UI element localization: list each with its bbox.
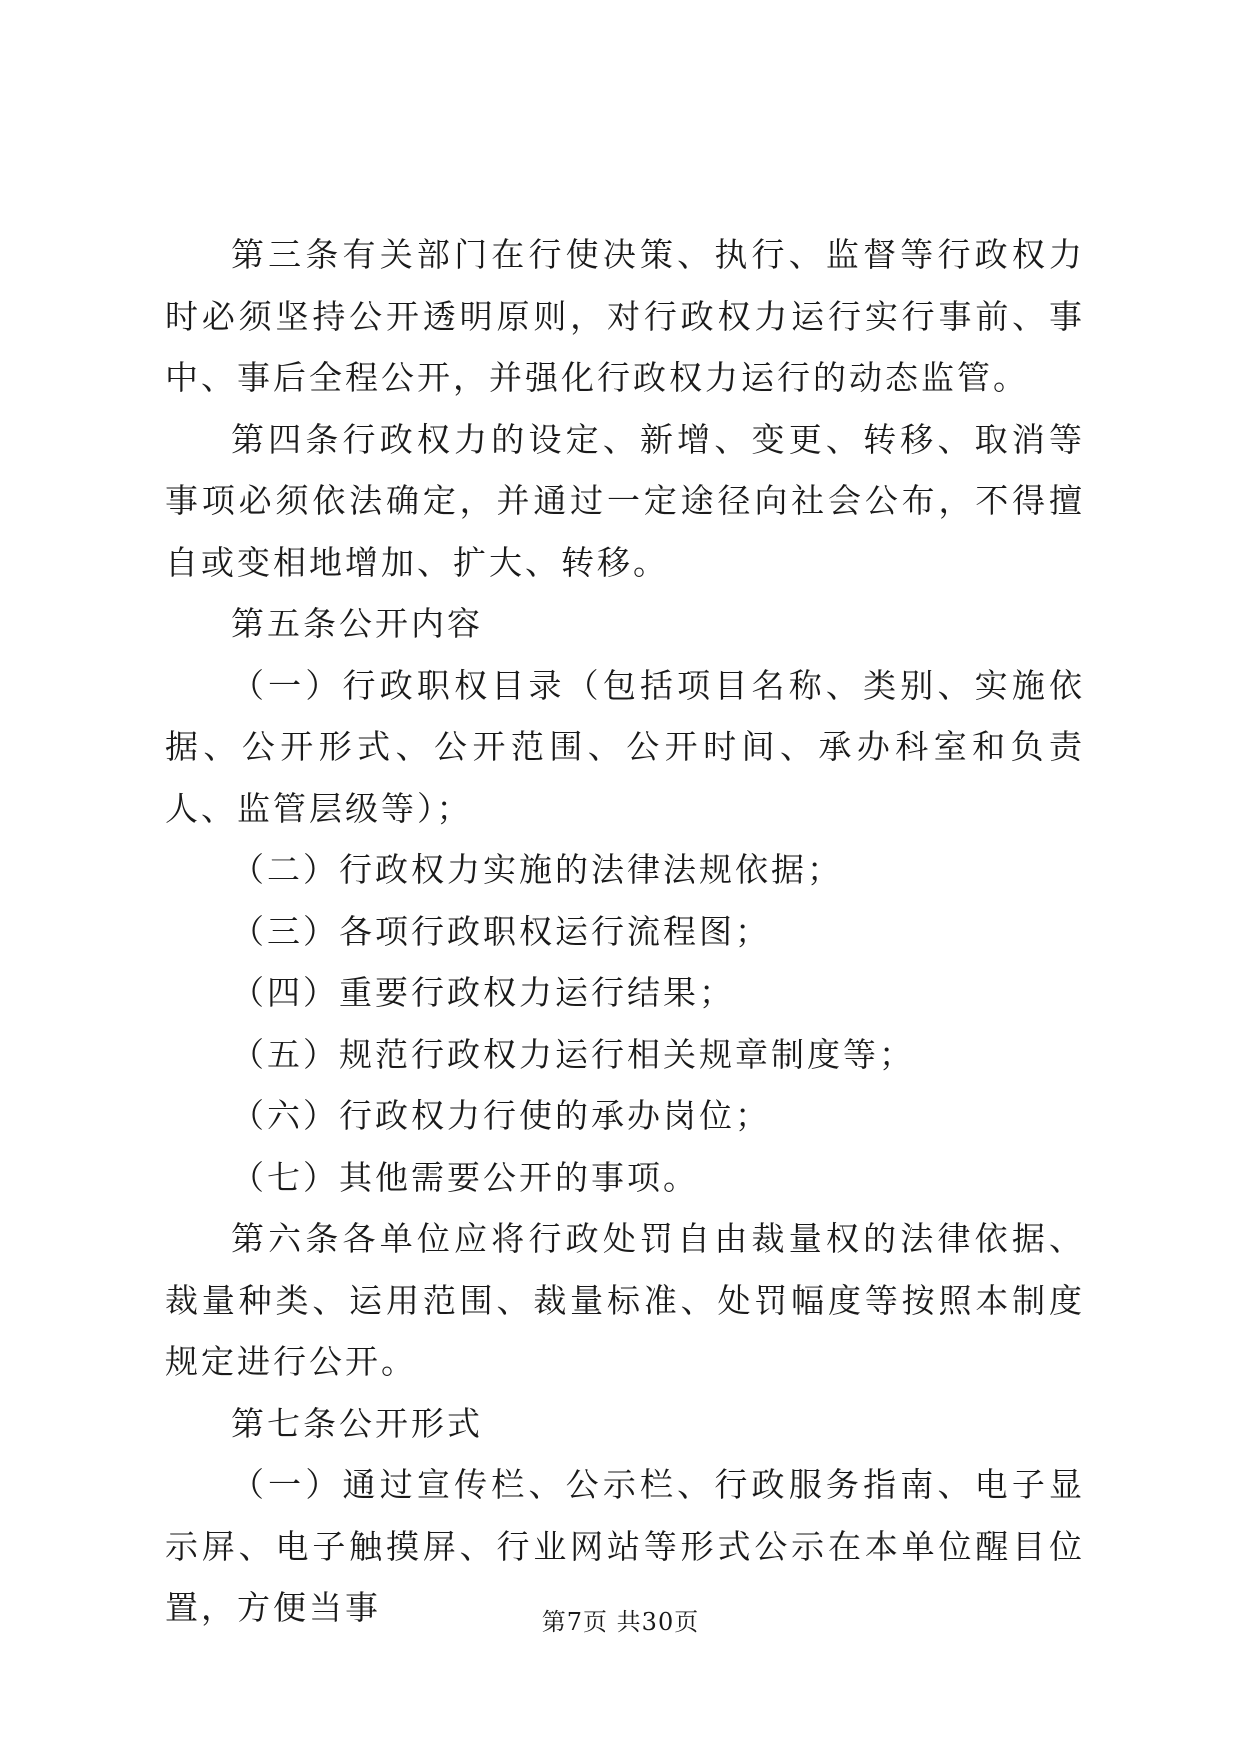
article-5-item-1: （一）行政职权目录（包括项目名称、类别、实施依据、公开形式、公开范围、公开时间、承办科室和负责人、监管层级等）； (165, 665, 1085, 828)
article-5-item-5: （五）规范行政权力运行相关规章制度等； (231, 1034, 915, 1074)
article-3: 第三条有关部门在行使决策、执行、监督等行政权力时必须坚持公开透明原则，对行政权力运行实行事前、事中、事后全程公开，并强化行政权力运行的动态监管。 (165, 235, 1085, 397)
article-5-item-4: （四）重要行政权力运行结果； (231, 973, 735, 1012)
article-7-item-1: （一）通过宣传栏、公示栏、行政服务指南、电子显示屏、电子触摸屏、行业网站等形式公示在本单位醒目位置，方便当事 (165, 1465, 1085, 1627)
page-footer: 第7页 共30页 (541, 1608, 700, 1636)
article-5-item-6: （六）行政权力行使的承办岗位； (231, 1096, 771, 1135)
article-5-item-2: （二）行政权力实施的法律法规依据； (231, 850, 843, 889)
article-5-heading: 第五条公开内容 (231, 604, 483, 643)
article-6: 第六条各单位应将行政处罚自由裁量权的法律依据、裁量种类、运用范围、裁量标准、处罚幅度等按照本制度规定进行公开。 (165, 1219, 1085, 1381)
document-body (165, 224, 1085, 1639)
article-7-heading: 第七条公开形式 (231, 1403, 483, 1443)
article-5-item-3: （三）各项行政职权运行流程图； (231, 911, 771, 951)
article-5-item-7: （七）其他需要公开的事项。 (231, 1157, 699, 1197)
article-4: 第四条行政权力的设定、新增、变更、转移、取消等事项必须依法确定，并通过一定途径向社会公布，不得擅自或变相地增加、扩大、转移。 (165, 419, 1085, 582)
